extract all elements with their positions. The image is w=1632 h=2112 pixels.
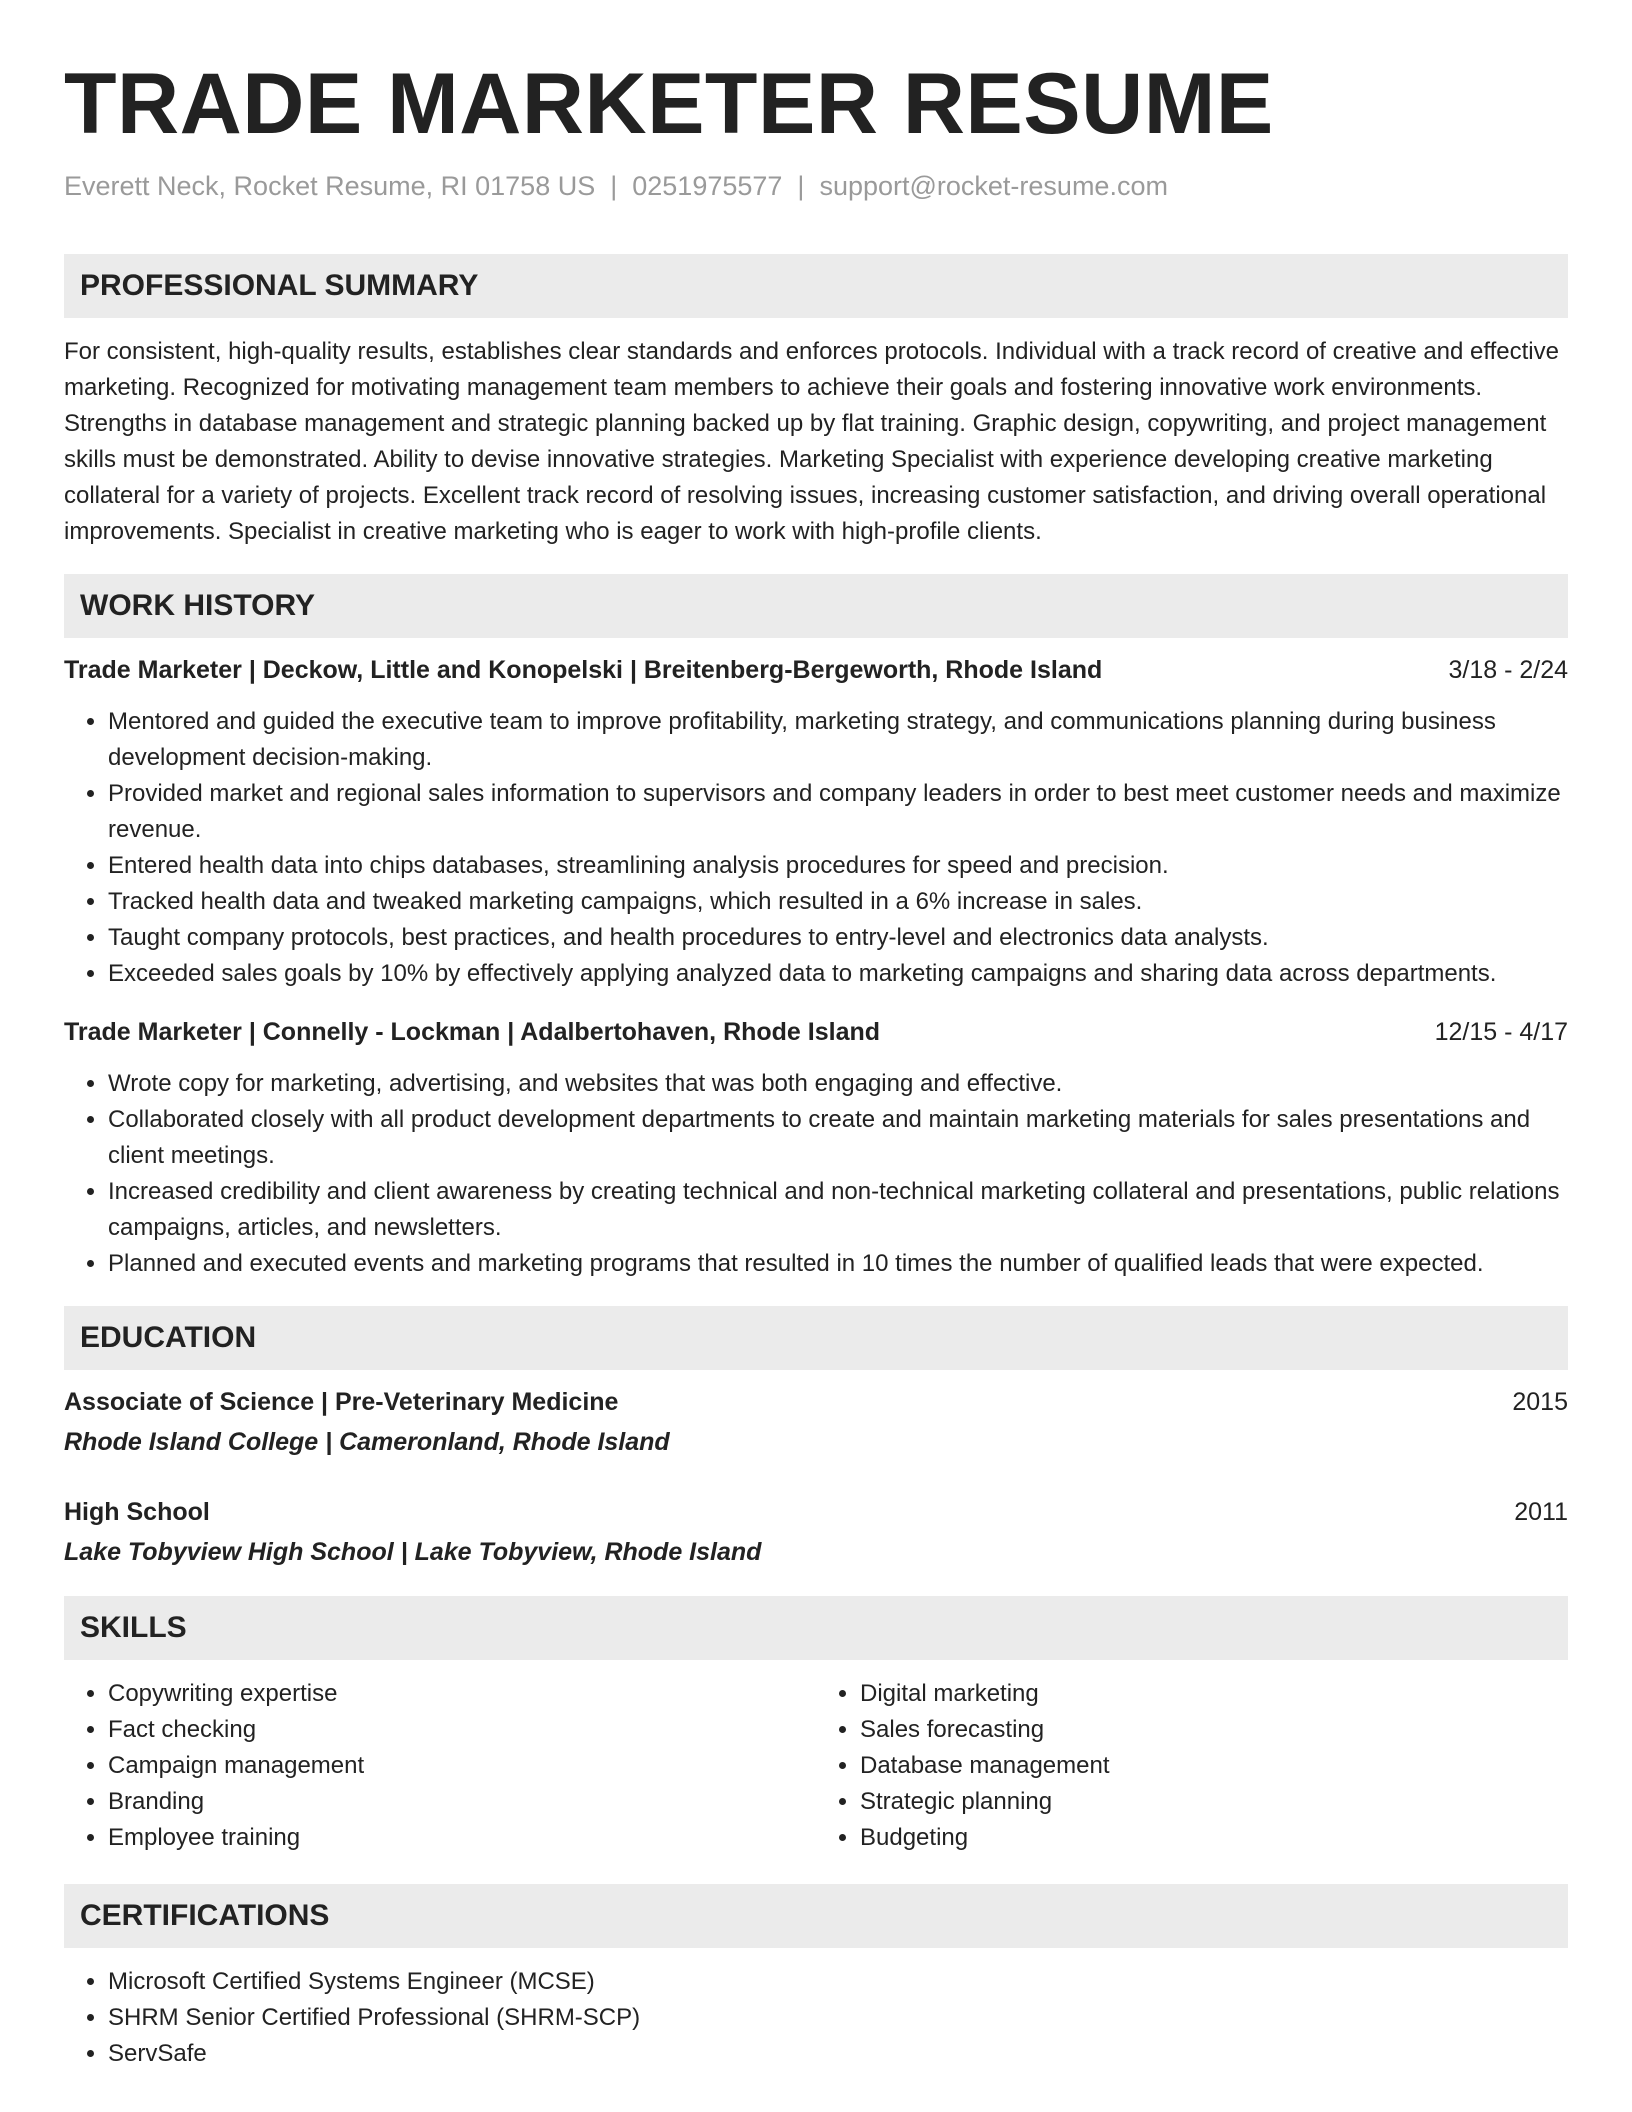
skills-list-left xyxy=(64,1676,816,1856)
job-bullet: • Planned and executed events and marketing programs that resulted in 10 times the number of qualified leads that were expected. xyxy=(108,1246,1568,1282)
skill-item: • Fact checking xyxy=(108,1712,816,1748)
job-bullet: • Increased credibility and client awareness by creating technical and non-technical marketing collateral and presentations, public relations campaigns, articles, and newsletters. xyxy=(108,1174,1568,1246)
contact-phone: 0251975577 xyxy=(632,171,783,201)
job-bullet: • Exceeded sales goals by 10% by effectively applying analyzed data to marketing campaigns and sharing data across departments. xyxy=(108,956,1568,992)
section-header-certifications: CERTIFICATIONS xyxy=(64,1884,1568,1948)
skill-item: • Database management xyxy=(860,1748,1568,1784)
contact-email: support@rocket-resume.com xyxy=(819,171,1168,201)
job-bullet: • Taught company protocols, best practices, and health procedures to entry-level and electronics data analysts. xyxy=(108,920,1568,956)
skill-item: • Strategic planning xyxy=(860,1784,1568,1820)
summary-text: For consistent, high-quality results, establishes clear standards and enforces protocols. Individual with a track record of creative and effective marketing. Recognized for motivating management team members to achieve their goals and fostering innovative work environments. Strengths in database management and strategic planning backed up by flat training. Graphic design, copywriting, and project management skills must be demonstrated. Ability to devise innovative strategies. Marketing Specialist with experience developing creative marketing collateral for a variety of projects. Excellent track record of resolving issues, increasing customer satisfaction, and driving overall operational improvements. Specialist in creative marketing who is eager to work with high-profile clients. xyxy=(64,338,1559,545)
job-entry xyxy=(64,652,1568,992)
job-header xyxy=(64,652,1568,688)
certification-item: • Microsoft Certified Systems Engineer (MCSE) xyxy=(108,1964,1568,2000)
contact-line xyxy=(64,168,1568,204)
skills-columns xyxy=(64,1676,1568,1856)
skill-item: • Branding xyxy=(108,1784,816,1820)
education-degree: High School xyxy=(64,1498,210,1526)
job-dates: 12/15 - 4/17 xyxy=(1434,1018,1568,1046)
job-bullet: • Wrote copy for marketing, advertising, and websites that was both engaging and effective. xyxy=(108,1066,1568,1102)
section-header-skills: SKILLS xyxy=(64,1596,1568,1660)
job-entry xyxy=(64,1014,1568,1282)
job-bullet: • Provided market and regional sales information to supervisors and company leaders in order to best meet customer needs and maximize revenue. xyxy=(108,776,1568,848)
job-bullets xyxy=(64,704,1568,992)
skill-item: • Campaign management xyxy=(108,1748,816,1784)
certification-item: • ServSafe xyxy=(108,2036,1568,2072)
education-entry xyxy=(64,1494,1568,1570)
job-bullet: • Tracked health data and tweaked marketing campaigns, which resulted in a 6% increase in sales. xyxy=(108,884,1568,920)
skills-list-right xyxy=(816,1676,1568,1856)
education-header xyxy=(64,1384,1568,1420)
education-year: 2011 xyxy=(1514,1498,1568,1526)
section-header-work-history: WORK HISTORY xyxy=(64,574,1568,638)
skill-item: • Budgeting xyxy=(860,1820,1568,1856)
contact-separator: | xyxy=(797,171,805,201)
job-bullet: • Entered health data into chips databases, streamlining analysis procedures for speed and precision. xyxy=(108,848,1568,884)
job-title: Trade Marketer | Deckow, Little and Konopelski | Breitenberg-Bergeworth, Rhode Island xyxy=(64,656,1103,684)
contact-separator: | xyxy=(610,171,618,201)
job-bullets xyxy=(64,1066,1568,1282)
section-header-summary: PROFESSIONAL SUMMARY xyxy=(64,254,1568,318)
skill-item: • Copywriting expertise xyxy=(108,1676,816,1712)
education-degree: Associate of Science | Pre-Veterinary Medicine xyxy=(64,1388,619,1416)
job-title: Trade Marketer | Connelly - Lockman | Adalbertohaven, Rhode Island xyxy=(64,1018,881,1046)
education-year: 2015 xyxy=(1512,1388,1568,1416)
skill-item: • Employee training xyxy=(108,1820,816,1856)
education-header xyxy=(64,1494,1568,1530)
skill-item: • Sales forecasting xyxy=(860,1712,1568,1748)
skill-item: • Digital marketing xyxy=(860,1676,1568,1712)
job-bullet: • Collaborated closely with all product development departments to create and maintain marketing materials for sales presentations and client meetings. xyxy=(108,1102,1568,1174)
resume-title: TRADE MARKETER RESUME xyxy=(64,56,1274,152)
certifications-list xyxy=(64,1964,1568,2072)
certification-item: • SHRM Senior Certified Professional (SHRM-SCP) xyxy=(108,2000,1568,2036)
job-dates: 3/18 - 2/24 xyxy=(1448,656,1568,684)
job-bullet: • Mentored and guided the executive team to improve profitability, marketing strategy, and communications planning during business development decision-making. xyxy=(108,704,1568,776)
education-school: Rhode Island College | Cameronland, Rhode Island xyxy=(64,1428,670,1456)
contact-address: Everett Neck, Rocket Resume, RI 01758 US xyxy=(64,171,596,201)
education-school: Lake Tobyview High School | Lake Tobyview, Rhode Island xyxy=(64,1538,762,1566)
job-header xyxy=(64,1014,1568,1050)
section-header-education: EDUCATION xyxy=(64,1306,1568,1370)
education-entry xyxy=(64,1384,1568,1460)
